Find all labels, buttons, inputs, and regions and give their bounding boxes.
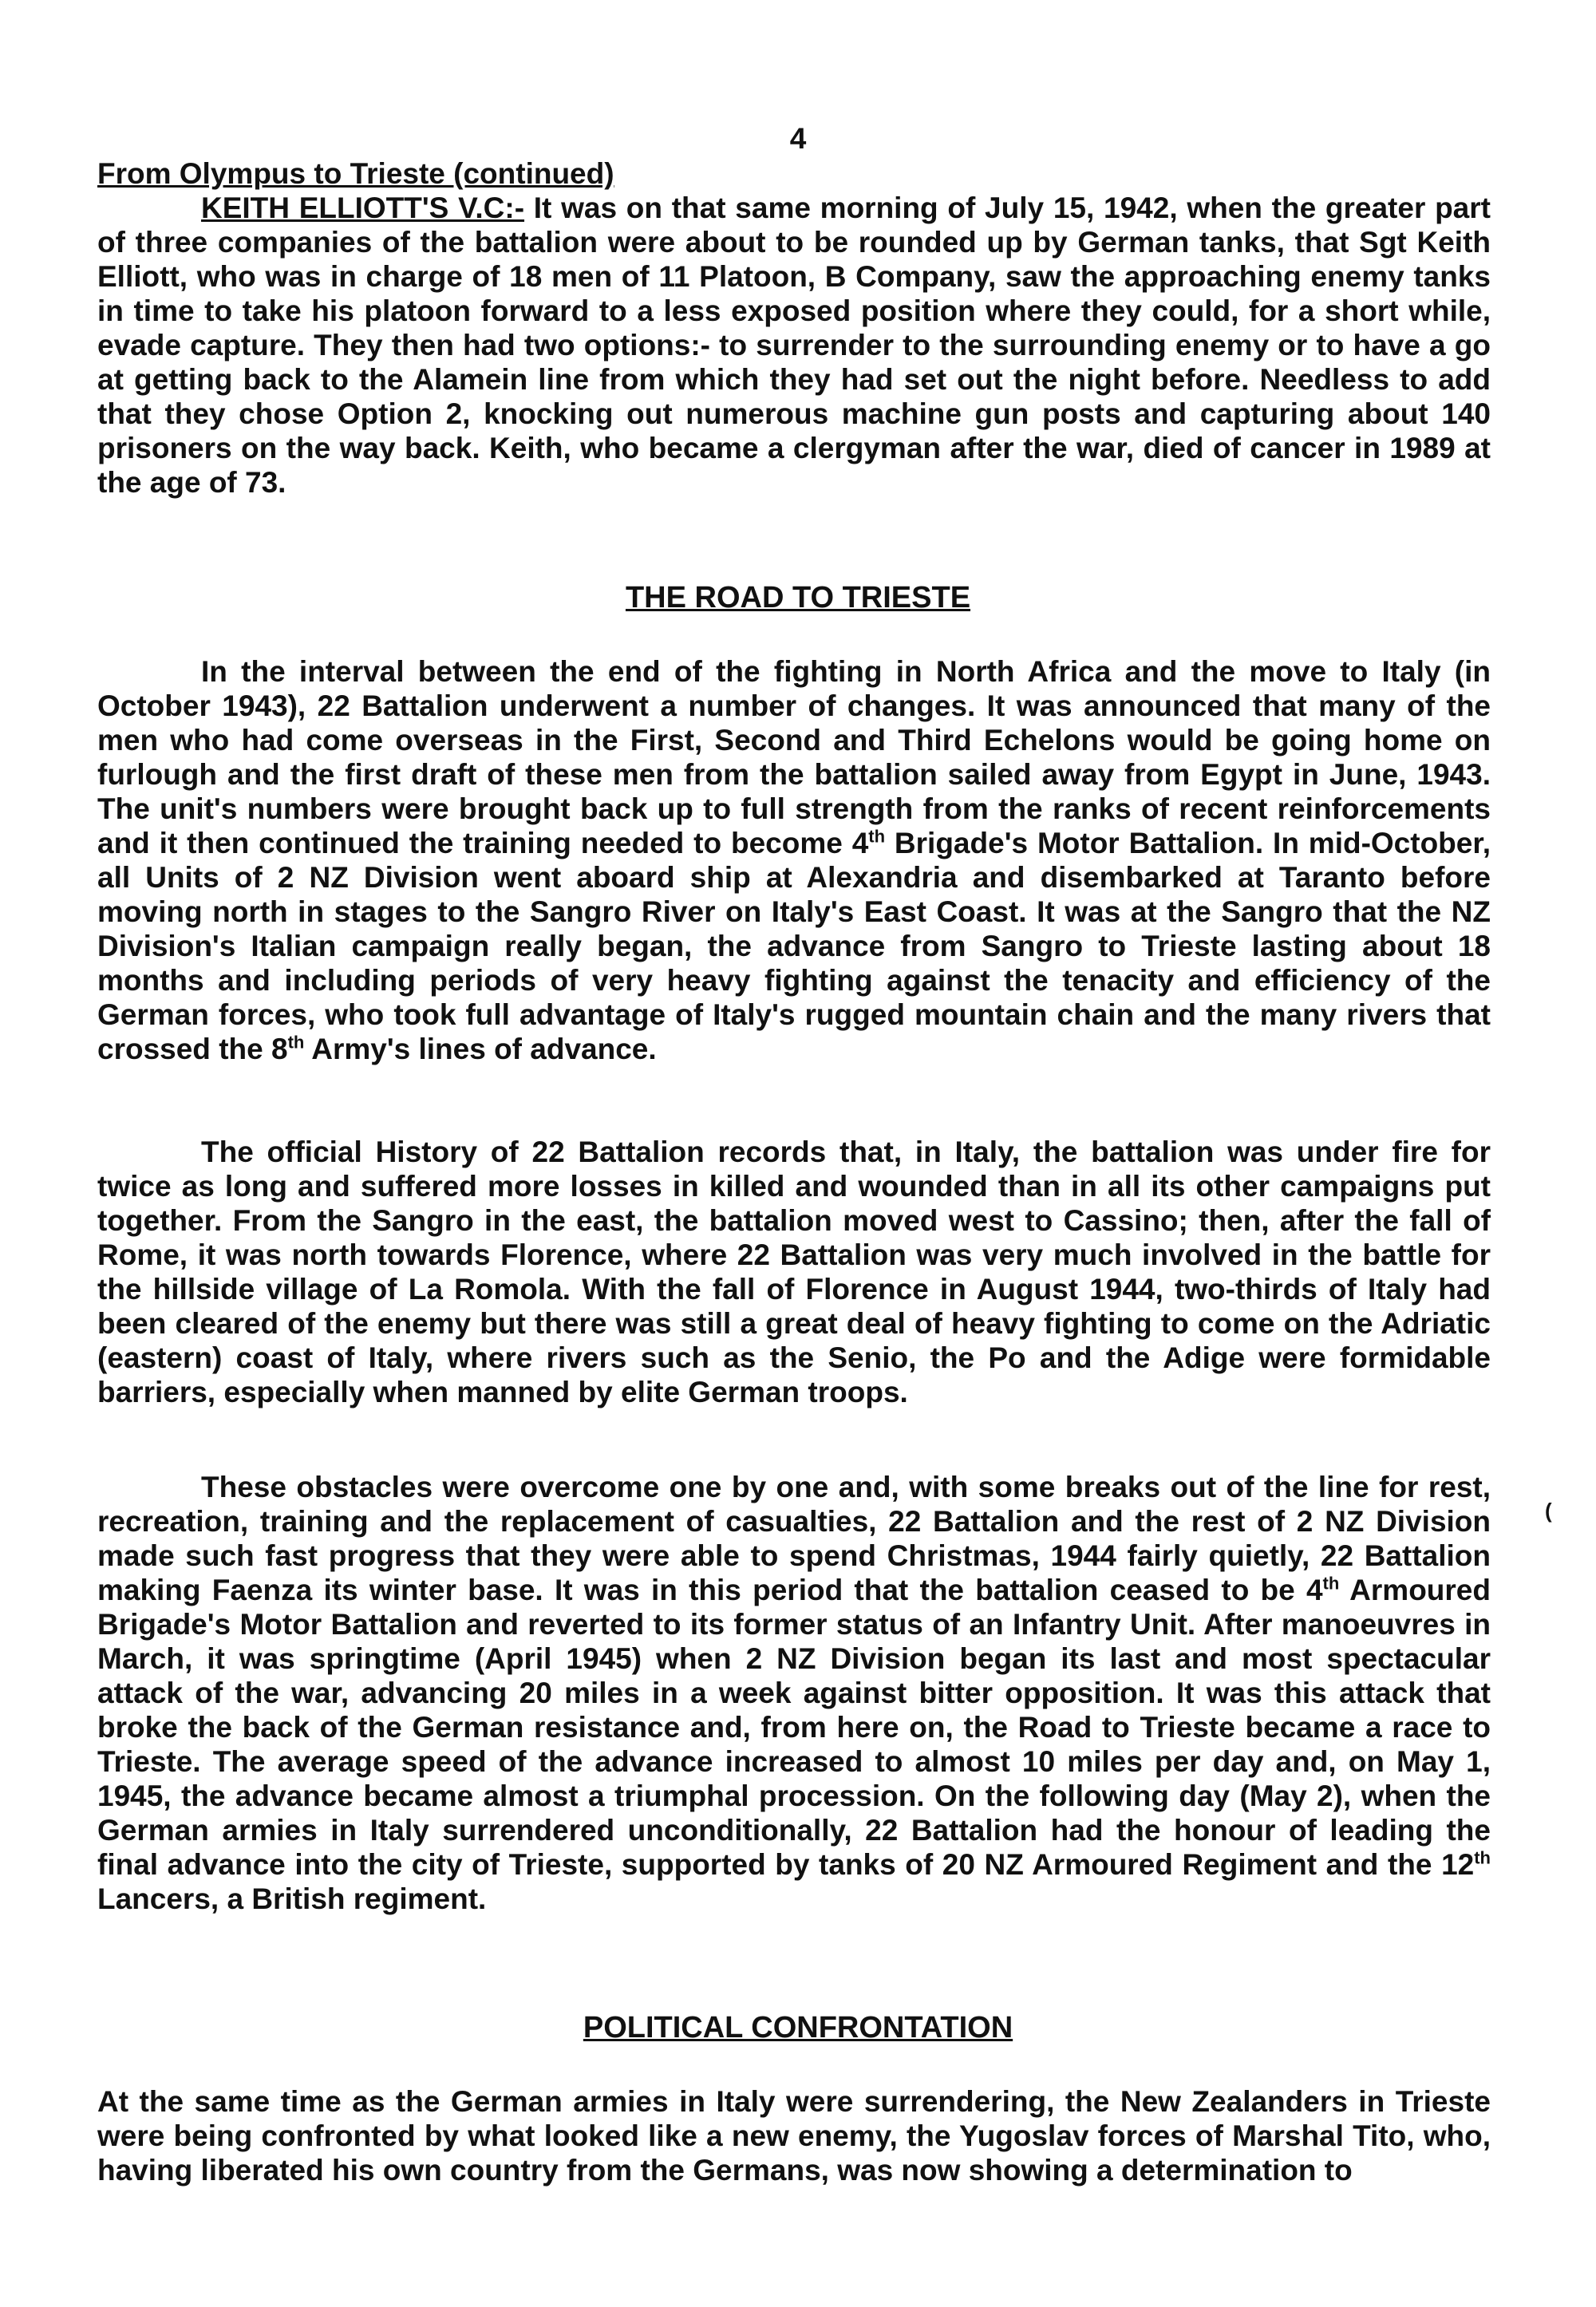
road-paragraph-3: [97, 1470, 1491, 1916]
road-p3-text-a: These obstacles were overcome one by one and, with some breaks out of the line for rest, recreation, training and the replacement of casualties, 22 Battalion and the rest of 2 NZ Division made such fast progress that they were able to spend Christmas, 1944 fairly quietly, 22 Battalion making Faenza its winter base. It was in this period that the battalion ceased to be 4: [97, 1471, 1491, 1606]
section-title-road-to-trieste: THE ROAD TO TRIESTE: [625, 581, 971, 614]
road-p1-text-b: Brigade's Motor Battalion. In mid-October, all Units of 2 NZ Division went aboard ship at Alexandria and disembarked at Taranto before moving north in stages to the Sangro River on Italy's East Coast. It was at the Sangro that the NZ Division's Italian campaign really began, the advance from Sangro to Trieste lasting about 18 months and including periods of very heavy fighting against the tenacity and efficiency of the German forces, who took full advantage of Italy's rugged mountain chain and the many rivers that crossed the 8: [97, 827, 1491, 1065]
ordinal-suffix: th: [868, 826, 886, 847]
ordinal-suffix: th: [287, 1032, 305, 1053]
road-block-2: [97, 1135, 1491, 1409]
elliott-lead-in: KEITH ELLIOTT'S V.C:-: [201, 192, 525, 224]
road-p3-text-b: Armoured Brigade's Motor Battalion and reverted to its former status of an Infantry Unit. After manoeuvres in March, it was springtime (April 1945) when 2 NZ Division began its last and most spectacular attack of the war, advancing 20 miles in a week against bitter opposition. It was this attack that broke the back of the German resistance and, from here on, the Road to Trieste became a race to Trieste. The average speed of the advance increased to almost 10 miles per day and, on May 1, 1945, the advance became almost a triumphal procession. On the following day (May 2), when the German armies in Italy surrendered unconditionally, 22 Battalion had the honour of leading the final advance into the city of Trieste, supported by tanks of 20 NZ Armoured Regiment and the 12: [97, 1574, 1491, 1881]
road-p1-text-a: In the interval between the end of the fighting in North Africa and the move to Italy (in October 1943), 22 Battalion underwent a number of changes. It was announced that many of the men who had come overseas in the First, Second and Third Echelons would be going home on furlough and the first draft of these men from the battalion sailed away from Egypt in June, 1943. The unit's numbers were brought back up to full strength from the ranks of recent reinforcements and it then continued the training needed to become 4: [97, 655, 1491, 859]
road-p1-text-c: Army's lines of advance.: [304, 1033, 657, 1065]
running-head: From Olympus to Trieste (continued): [97, 157, 614, 190]
ordinal-suffix: th: [1474, 1847, 1491, 1868]
elliott-paragraph: [97, 191, 1491, 500]
road-paragraph-2: The official History of 22 Battalion records that, in Italy, the battalion was under fire for twice as long and suffered more losses in killed and wounded than in all its other campaigns put together. From the Sangro in the east, the battalion moved west to Cassino; then, after the fall of Rome, it was north towards Florence, where 22 Battalion was very much involved in the battle for the hillside village of La Romola. With the fall of Florence in August 1944, two-thirds of Italy had been cleared of the enemy but there was still a great deal of heavy fighting to come on the Adriatic (eastern) coast of Italy, where rivers such as the Senio, the Po and the Adige were formidable barriers, especially when manned by elite German troops.: [97, 1136, 1491, 1408]
elliott-text: It was on that same morning of July 15, 1942, when the greater part of three companies of the battalion were about to be rounded up by German tanks, that Sgt Keith Elliott, who was in charge of 18 men of 11 Platoon, B Company, saw the approaching enemy tanks in time to take his platoon forward to a less exposed position where they could, for a short while, evade capture. They then had two options:- to surrender to the surrounding enemy or to have a go at getting back to the Alamein line from which they had set out the night before. Needless to add that they chose Option 2, knocking out numerous machine gun posts and capturing about 140 prisoners on the way back. Keith, who became a clergyman after the war, died of cancer in 1989 at the age of 73.: [97, 192, 1491, 499]
section-title-political-confrontation: POLITICAL CONFRONTATION: [583, 2011, 1013, 2044]
elliott-block: [97, 156, 1491, 500]
page-number: 4: [789, 122, 807, 155]
margin-mark: (: [1545, 1499, 1552, 1523]
road-paragraph-1: [97, 654, 1491, 1066]
political-block: [97, 2084, 1491, 2187]
road-p3-text-c: Lancers, a British regiment.: [97, 1882, 487, 1915]
road-block: [97, 654, 1491, 1066]
political-paragraph-1: At the same time as the German armies in Italy were surrendering, the New Zealanders in Trieste were being confronted by what looked like a new enemy, the Yugoslav forces of Marshal Tito, who, having liberated his own country from the Germans, was now showing a determination to: [97, 2085, 1491, 2187]
road-block-3: [97, 1470, 1491, 1916]
ordinal-suffix: th: [1322, 1573, 1340, 1594]
